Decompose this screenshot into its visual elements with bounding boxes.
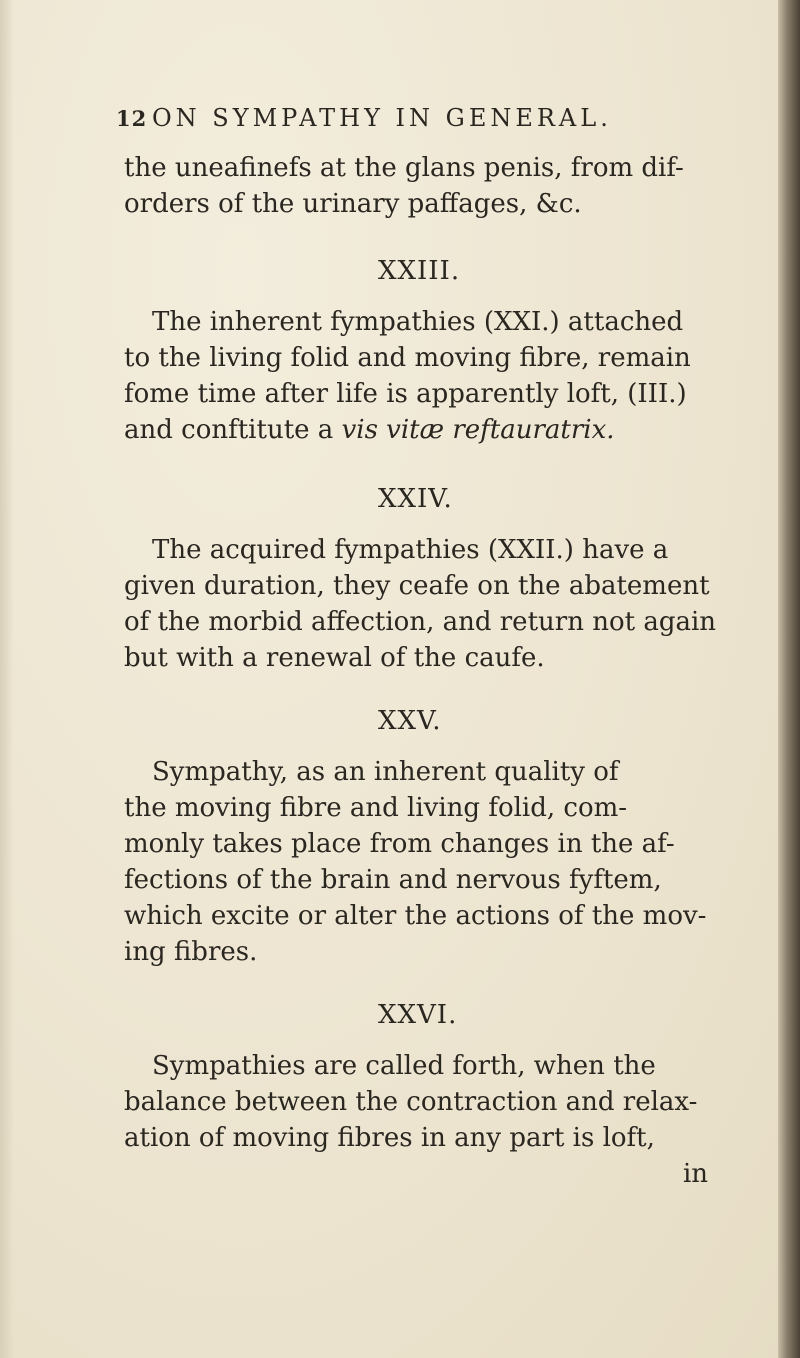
running-head: ON SYMPATHY IN GENERAL. bbox=[152, 104, 612, 132]
text-line-last bbox=[124, 412, 714, 448]
text-line: Sympathy, as an inherent quality of bbox=[152, 757, 619, 787]
continuation-paragraph bbox=[124, 150, 714, 222]
text-line: Sympathies are called forth, when the bbox=[152, 1051, 656, 1081]
section-heading-xxiv: XXIV. bbox=[378, 484, 453, 514]
page-header bbox=[116, 104, 716, 138]
page-number: 12 bbox=[116, 106, 148, 131]
section-heading-xxiii: XXIII. bbox=[378, 256, 461, 286]
text-line: orders of the urinary paffages, &c. bbox=[124, 189, 582, 219]
section-xxvi-paragraph bbox=[124, 1048, 714, 1192]
text-line: fections of the brain and nervous fyftem, bbox=[124, 865, 662, 895]
text-line: balance between the contraction and relax- bbox=[124, 1087, 698, 1117]
text-line: but with a renewal of the caufe. bbox=[124, 643, 545, 673]
section-heading-xxv: XXV. bbox=[378, 706, 442, 736]
page-left-shadow bbox=[0, 0, 14, 1358]
text-line: given duration, they ceafe on the abatement bbox=[124, 571, 710, 601]
text-line: ation of moving fibres in any part is loft, bbox=[124, 1123, 655, 1153]
text-line: fome time after life is apparently loft, (III.) bbox=[124, 379, 687, 409]
section-xxv-paragraph bbox=[124, 754, 714, 970]
text-line: ing fibres. bbox=[124, 937, 258, 967]
section-xxiii-paragraph bbox=[124, 304, 714, 448]
text-line: The inherent fympathies (XXI.) attached bbox=[152, 307, 684, 337]
text-prefix: and conftitute a bbox=[124, 415, 342, 445]
text-line: The acquired fympathies (XXII.) have a bbox=[152, 535, 669, 565]
text-line: the uneafinefs at the glans penis, from dif- bbox=[124, 153, 684, 183]
text-line: of the morbid affection, and return not again bbox=[124, 607, 717, 637]
book-binding-edge bbox=[778, 0, 800, 1358]
text-line: which excite or alter the actions of the mov- bbox=[124, 901, 707, 931]
section-heading-xxvi: XXVI. bbox=[378, 1000, 458, 1030]
latin-phrase: vis vitæ reftauratrix. bbox=[341, 415, 615, 445]
text-line: to the living folid and moving fibre, remain bbox=[124, 343, 691, 373]
catchword: in bbox=[682, 1159, 708, 1189]
section-xxiv-paragraph bbox=[124, 532, 717, 676]
text-line: monly takes place from changes in the af- bbox=[124, 829, 675, 859]
text-line: the moving fibre and living folid, com- bbox=[124, 793, 628, 823]
